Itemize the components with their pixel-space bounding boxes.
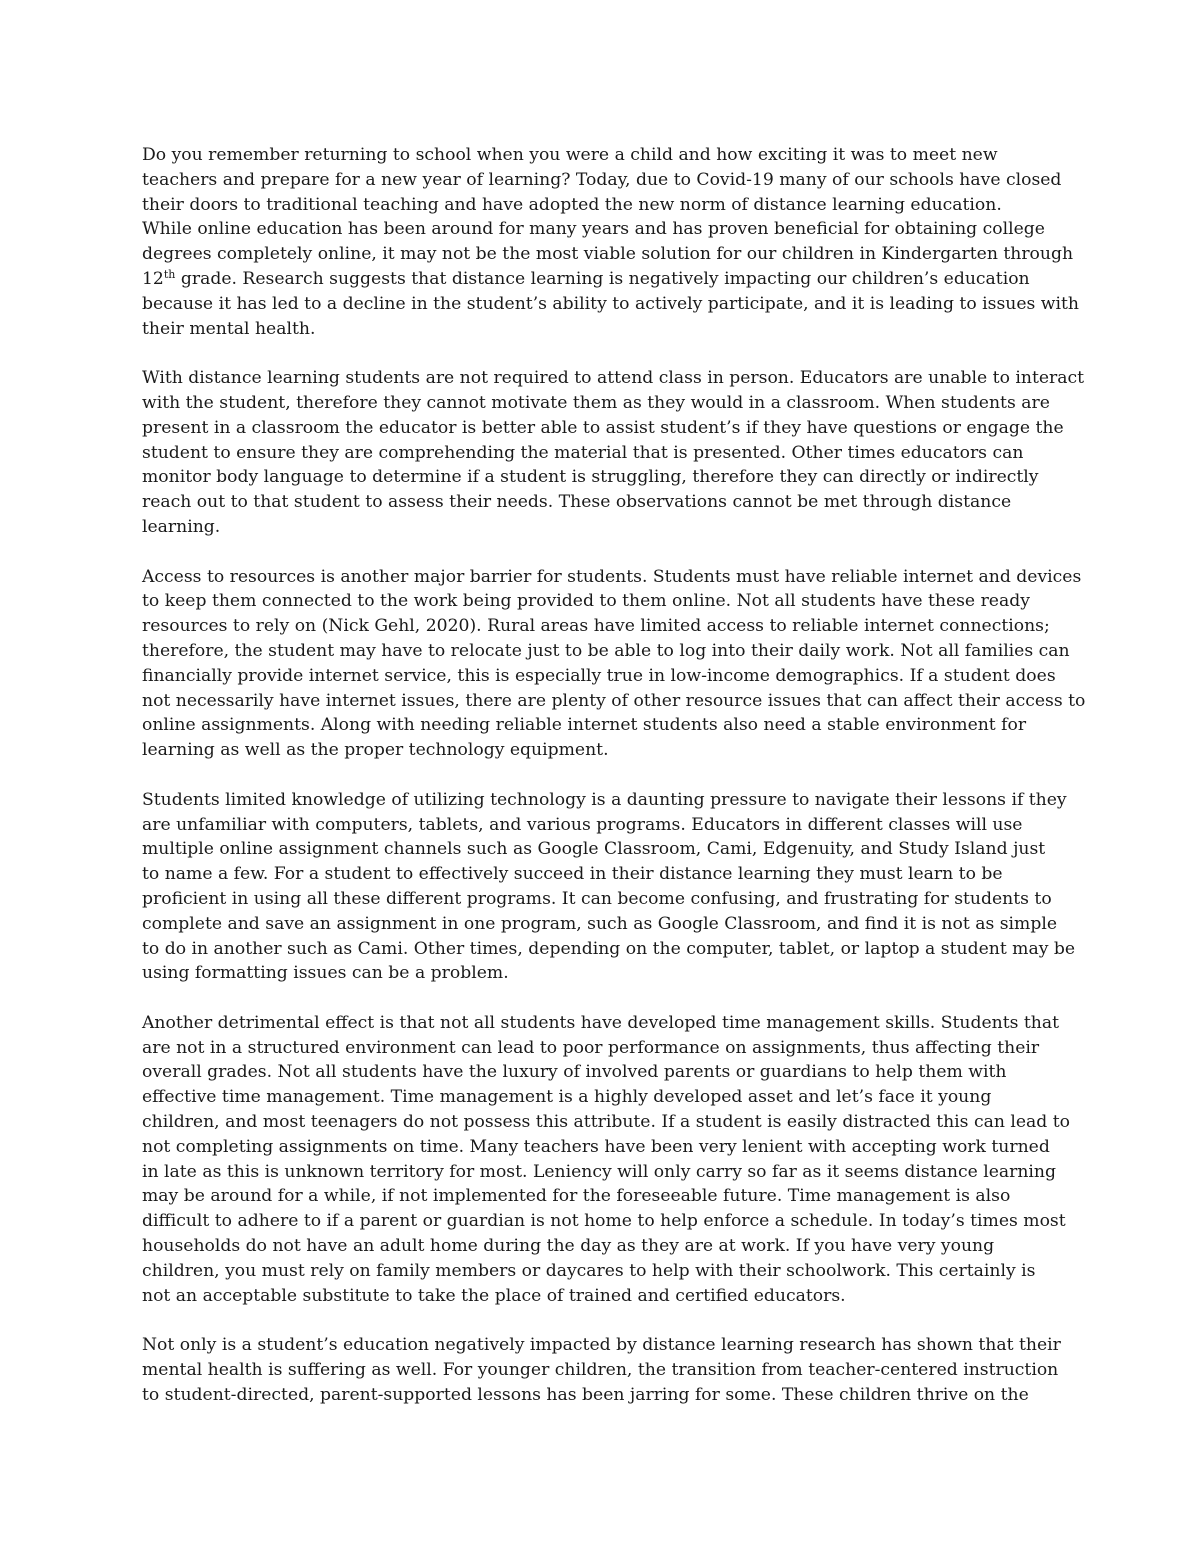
text-line: not completing assignments on time. Many teachers have been very lenient with accepting work turned	[142, 1136, 1050, 1157]
text-line: learning as well as the proper technology equipment.	[142, 740, 609, 761]
text-line: Access to resources is another major barrier for students. Students must have reliable internet and devices	[142, 566, 1082, 587]
text-line: reach out to that student to assess their needs. These observations cannot be met through distance	[142, 492, 1012, 513]
text-line: mental health is suffering as well. For younger children, the transition from teacher-centered instruction	[142, 1360, 1059, 1381]
text-line: multiple online assignment channels such as Google Classroom, Cami, Edgenuity, and Study Island just	[142, 839, 1046, 860]
text-line: using formatting issues can be a problem.	[142, 963, 509, 984]
text-line: therefore, the student may have to relocate just to be able to log into their daily work. Not all families can	[142, 640, 1070, 661]
text-line: degrees completely online, it may not be the most viable solution for our children in Kindergarten through	[142, 244, 1074, 265]
text-line: to keep them connected to the work being provided to them online. Not all students have these ready	[142, 591, 1030, 612]
text-line: With distance learning students are not required to attend class in person. Educators are unable to interact	[142, 368, 1085, 389]
text-line: may be around for a while, if not implemented for the foreseeable future. Time management is also	[142, 1186, 1011, 1207]
text-line: children, you must rely on family members or daycares to help with their schoolwork. This certainly is	[142, 1260, 1036, 1281]
text-line: Another detrimental effect is that not all students have developed time management skills. Students that	[142, 1012, 1060, 1033]
text-line: Not only is a student’s education negatively impacted by distance learning research has shown that their	[142, 1335, 1061, 1356]
text-line: their mental health.	[142, 318, 316, 339]
text-line: complete and save an assignment in one program, such as Google Classroom, and find it is not as simple	[142, 913, 1058, 934]
text-line: because it has led to a decline in the student’s ability to actively participate, and it is leading to issues with	[142, 293, 1079, 314]
paragraph	[142, 1333, 1072, 1407]
text-line: teachers and prepare for a new year of learning? Today, due to Covid-19 many of our schools have closed	[142, 169, 1062, 190]
text-line: online assignments. Along with needing reliable internet students also need a stable environment for	[142, 715, 1027, 736]
text-line: effective time management. Time management is a highly developed asset and let’s face it young	[142, 1087, 992, 1108]
text-line: Students limited knowledge of utilizing technology is a daunting pressure to navigate their lessons if they	[142, 789, 1067, 810]
paragraph	[142, 143, 1079, 341]
text-line: present in a classroom the educator is better able to assist student’s if they have questions or engage the	[142, 417, 1064, 438]
text-line: difficult to adhere to if a parent or guardian is not home to help enforce a schedule. In today’s times most	[142, 1211, 1066, 1232]
text-line: overall grades. Not all students have the luxury of involved parents or guardians to help them with	[142, 1062, 1007, 1083]
text-line: not necessarily have internet issues, there are plenty of other resource issues that can affect their access to	[142, 690, 1086, 711]
paragraph	[142, 366, 1085, 540]
text-line: their doors to traditional teaching and have adopted the new norm of distance learning education.	[142, 194, 1002, 215]
text-segment: grade. Research suggests that distance learning is negatively impacting our children’s education	[175, 268, 1030, 289]
ordinal-superscript: th	[163, 267, 176, 281]
text-line: resources to rely on (Nick Gehl, 2020). Rural areas have limited access to reliable internet connections;	[142, 616, 1050, 637]
text-line: children, and most teenagers do not possess this attribute. If a student is easily distracted this can lead to	[142, 1112, 1070, 1133]
text-line: student to ensure they are comprehending the material that is presented. Other times educators can	[142, 442, 1024, 463]
text-line: learning.	[142, 516, 221, 537]
text-line: to name a few. For a student to effectively succeed in their distance learning they must learn to be	[142, 864, 1003, 885]
text-line: not an acceptable substitute to take the place of trained and certified educators.	[142, 1285, 846, 1306]
text-line: to do in another such as Cami. Other times, depending on the computer, tablet, or laptop a student may be	[142, 938, 1076, 959]
text-line: in late as this is unknown territory for most. Leniency will only carry so far as it seems distance learning	[142, 1161, 1057, 1182]
paragraph	[142, 565, 1086, 763]
text-line: Do you remember returning to school when you were a child and how exciting it was to meet new	[142, 145, 998, 165]
paragraph	[142, 1011, 1072, 1309]
text-line: monitor body language to determine if a student is struggling, therefore they can directly or indirectly	[142, 467, 1039, 488]
text-line: While online education has been around for many years and has proven beneficial for obtaining college	[142, 219, 1045, 240]
text-line: households do not have an adult home during the day as they are at work. If you have very young	[142, 1236, 995, 1257]
text-line: with the student, therefore they cannot motivate them as they would in a classroom. When students are	[142, 392, 1050, 413]
text-line: are not in a structured environment can lead to poor performance on assignments, thus affecting their	[142, 1037, 1040, 1058]
text-line: financially provide internet service, this is especially true in low-income demographics. If a student does	[142, 665, 1056, 686]
paragraph	[142, 788, 1076, 986]
document-body	[142, 143, 1086, 1432]
text-line	[142, 267, 1072, 292]
text-line: proficient in using all these different programs. It can become confusing, and frustrating for students to	[142, 888, 1052, 909]
text-segment: 12	[142, 268, 164, 289]
text-line: are unfamiliar with computers, tablets, and various programs. Educators in different classes will use	[142, 814, 1023, 835]
text-line: to student-directed, parent-supported lessons has been jarring for some. These children thrive on the	[142, 1384, 1029, 1405]
